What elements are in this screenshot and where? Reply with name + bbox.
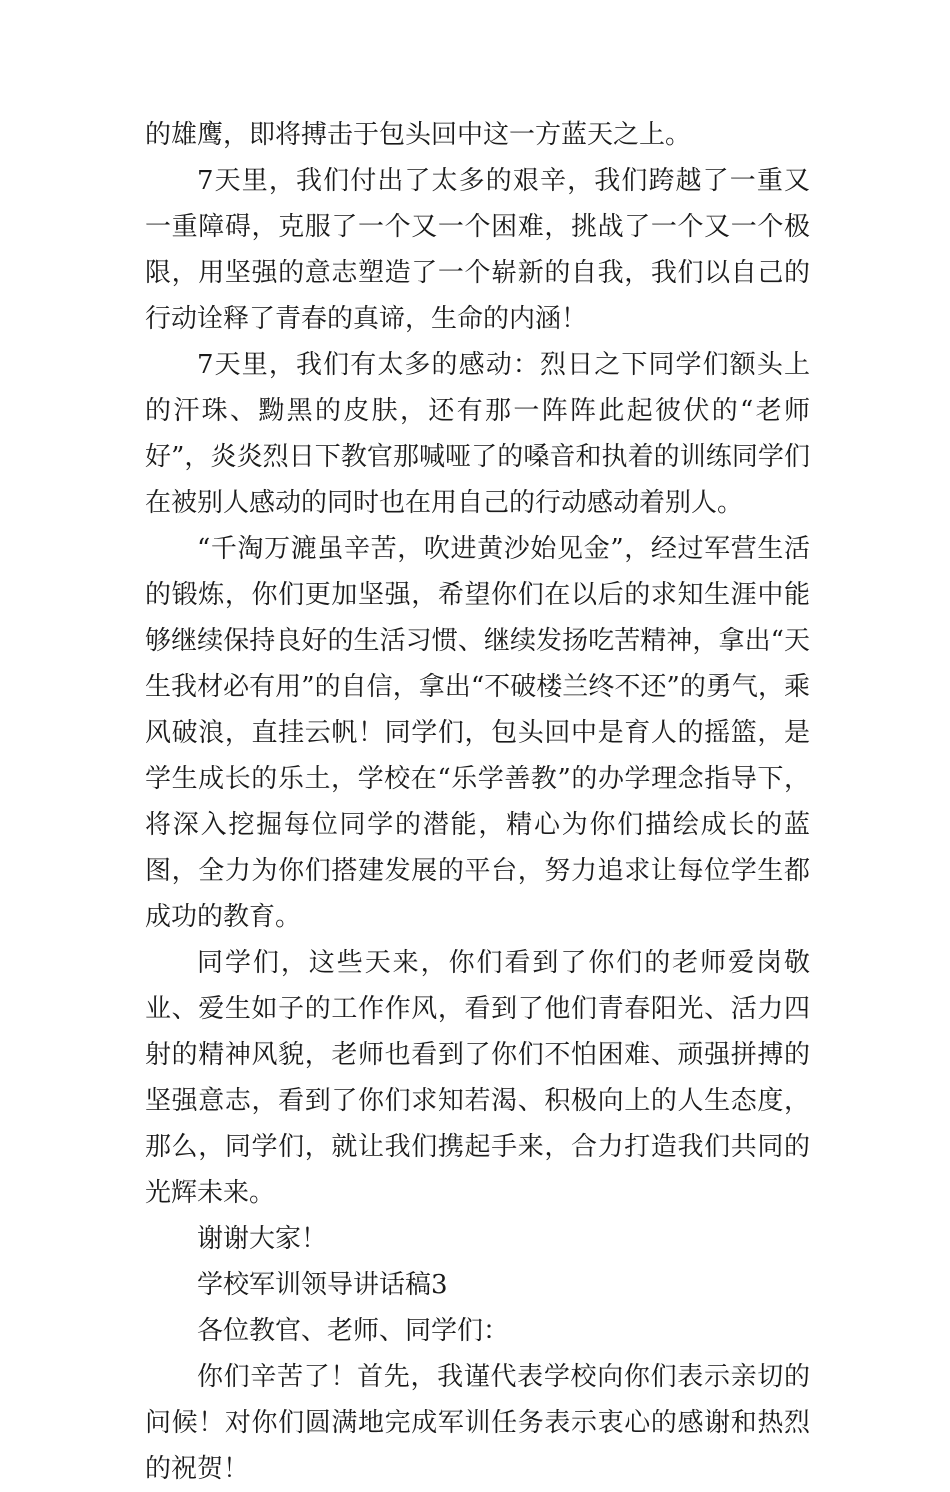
paragraph-encouragement: “千淘万漉虽辛苦，吹进黄沙始见金”，经过军营生活的锻炼，你们更加坚强，希望你们在以后的求知生涯中能够继续保持良好的生活习惯、继续发扬吃苦精神，拿出“天生我材必有用”的自信，拿出“不破楼兰终不还”的勇气，乘风破浪，直挂云帆！同学们，包头回中是育人的摇篮，是学生成长的乐土，学校在“乐学善教”的办学理念指导下，将深入挖掘每位同学的潜能，精心为你们描绘成长的蓝图，全力为你们搭建发展的平台，努力追求让每位学生都成功的教育。 [145,534,810,932]
paragraph-continuation: 的雄鹰，即将搏击于包头回中这一方蓝天之上。 [145,120,692,150]
paragraph-greeting: 你们辛苦了！首先，我谨代表学校向你们表示亲切的问候！对你们圆满地完成军训任务表示衷心的感谢和热烈的祝贺！ [145,1362,810,1484]
paragraph-hardships: 7天里，我们付出了太多的艰辛，我们跨越了一重又一重障碍，克服了一个又一个困难，挑战了一个又一个极限，用坚强的意志塑造了一个崭新的自我，我们以自己的行动诠释了青春的真谛，生命的内涵！ [145,166,810,334]
section-title: 学校军训领导讲话稿3 [197,1270,448,1300]
paragraph-teachers: 同学们，这些天来，你们看到了你们的老师爱岗敬业、爱生如子的工作作风，看到了他们青春阳光、活力四射的精神风貌，老师也看到了你们不怕困难、顽强拼搏的坚强意志，看到了你们求知若渴、积极向上的人生态度，那么，同学们，就让我们携起手来，合力打造我们共同的光辉未来。 [145,948,810,1208]
salutation: 各位教官、老师、同学们： [197,1316,510,1346]
document-body [145,112,810,1492]
paragraph-thanks: 谢谢大家！ [197,1224,328,1254]
paragraph-moved: 7天里，我们有太多的感动：烈日之下同学们额头上的汗珠、黝黑的皮肤，还有那一阵阵此起彼伏的“老师好”，炎炎烈日下教官那喊哑了的嗓音和执着的训练同学们在被别人感动的同时也在用自己的行动感动着别人。 [145,350,810,518]
